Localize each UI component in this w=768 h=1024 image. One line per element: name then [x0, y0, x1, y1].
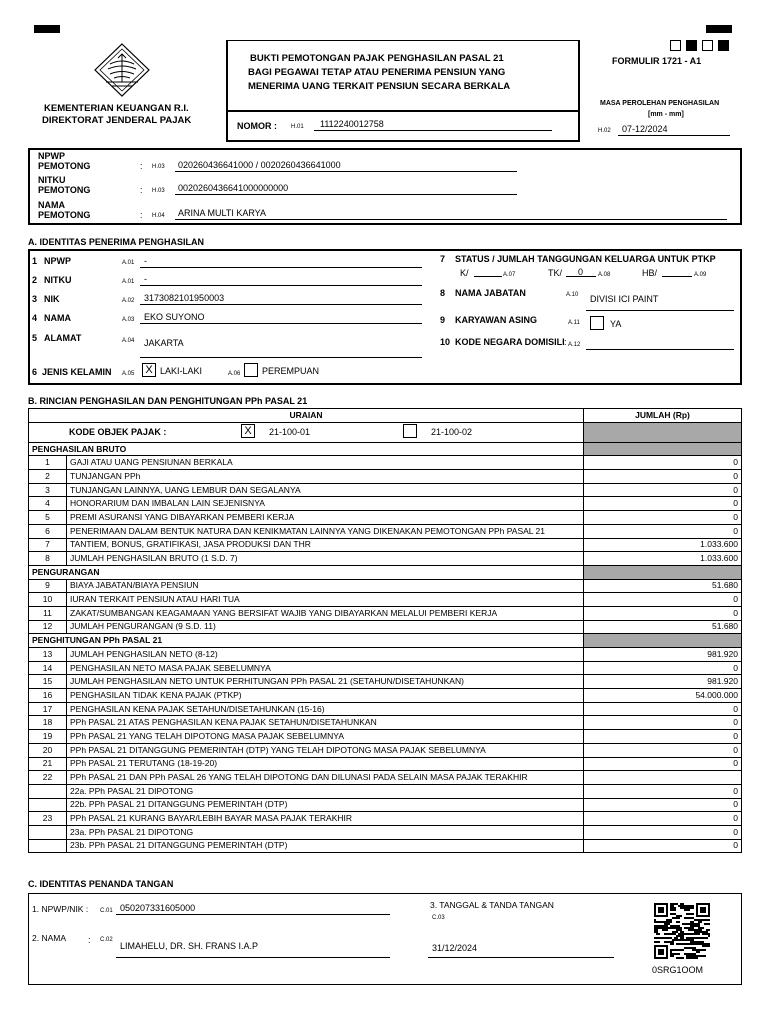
row-label: 23b. PPh PASAL 21 DITANGGUNG PEMERINTAH (DTP) — [67, 839, 584, 853]
table-row — [29, 524, 742, 538]
row-number: 4 — [29, 497, 67, 511]
row-value: 0 — [584, 470, 742, 484]
status-tk-value: 0 — [578, 267, 584, 277]
form-name: FORMULIR 1721 - A1 — [612, 56, 702, 66]
row-label: PENGHASILAN KENA PAJAK SETAHUN/DISETAHUNKAN (15-16) — [67, 702, 584, 716]
title-line-3: MENERIMA UANG TERKAIT PENSIUN SECARA BERKALA — [248, 81, 511, 92]
row-label: PREMI ASURANSI YANG DIBAYARKAN PEMBERI KERJA — [67, 511, 584, 525]
table-row — [29, 702, 742, 716]
kode-1-checkbox[interactable]: X — [241, 424, 255, 438]
row-value: 0 — [584, 839, 742, 853]
a-jabatan-label: NAMA JABATAN — [455, 288, 526, 298]
row-label: PPh PASAL 21 DITANGGUNG PEMERINTAH (DTP) YANG TELAH DIPOTONG MASA PAJAK SEBELUMNYA — [67, 743, 584, 757]
row-value: 51.680 — [584, 620, 742, 634]
section-a-title: A. IDENTITAS PENERIMA PENGHASILAN — [28, 237, 205, 247]
table-row — [29, 456, 742, 470]
a-nik-code: A.02 — [122, 298, 135, 304]
c-npwp-underline — [116, 914, 390, 915]
table-row — [29, 798, 742, 812]
masa-label: MASA PEROLEHAN PENGHASILAN — [600, 100, 720, 107]
c-tgl-code: C.03 — [432, 915, 445, 921]
table-row — [29, 716, 742, 730]
row-value: 0 — [584, 524, 742, 538]
a-nitku-no: 2 — [32, 275, 38, 285]
rincian-table — [28, 408, 742, 853]
penghitungan-section-header: PENGHITUNGAN PPh PASAL 21 — [29, 634, 584, 648]
row-label: PENGHASILAN NETO MASA PAJAK SEBELUMNYA — [67, 661, 584, 675]
directorate-name: DIREKTORAT JENDERAL PAJAK — [42, 115, 192, 126]
c-nama-label: 2. NAMA — [32, 933, 67, 943]
row-number — [29, 825, 67, 839]
row-value: 51.680 — [584, 579, 742, 593]
a-negara-label: KODE NEGARA DOMISILI — [455, 337, 565, 347]
nama-pemotong-underline — [175, 219, 727, 220]
title-line-2: BAGI PEGAWAI TETAP ATAU PENERIMA PENSIUN YANG — [248, 67, 506, 78]
table-row — [29, 648, 742, 662]
row-number: 17 — [29, 702, 67, 716]
c-npwp-code: C.01 — [100, 908, 113, 914]
colon: : — [564, 337, 567, 347]
table-row — [29, 784, 742, 798]
a-alamat-no: 5 — [32, 333, 38, 343]
corner-mark-left — [34, 25, 60, 33]
row-value: 0 — [584, 716, 742, 730]
row-label: TANTIEM, BONUS, GRATIFIKASI, JASA PRODUKSI DAN THR — [67, 538, 584, 552]
a-jk-code-f: A.06 — [228, 371, 241, 377]
nama-pemotong-value: ARINA MULTI KARYA — [178, 208, 267, 218]
a-jabatan-no: 8 — [440, 288, 446, 298]
a-nitku-label: NITKU — [44, 275, 72, 285]
a-npwp-underline — [140, 267, 422, 268]
row-value: 1.033.600 — [584, 538, 742, 552]
table-row — [29, 511, 742, 525]
row-label: PPh PASAL 21 YANG TELAH DIPOTONG MASA PAJAK SEBELUMNYA — [67, 730, 584, 744]
c-npwp-value: 050207331605000 — [120, 903, 196, 913]
row-number: 10 — [29, 593, 67, 607]
row-number: 19 — [29, 730, 67, 744]
table-row — [29, 538, 742, 552]
table-row — [29, 757, 742, 771]
row-value: 0 — [584, 812, 742, 826]
table-row — [29, 825, 742, 839]
corner-mark-right — [706, 25, 732, 33]
masa-value: 07-12/2024 — [622, 124, 668, 134]
row-number: 8 — [29, 552, 67, 566]
table-row — [29, 470, 742, 484]
row-value: 0 — [584, 593, 742, 607]
colon: : — [140, 210, 143, 220]
row-number: 16 — [29, 689, 67, 703]
row-value: 0 — [584, 730, 742, 744]
ministry-name: KEMENTERIAN KEUANGAN R.I. — [44, 103, 189, 114]
a-nama-no: 4 — [32, 313, 38, 323]
status-hb-code: A.09 — [694, 272, 707, 278]
masa-code: H.02 — [598, 128, 611, 134]
table-row — [29, 606, 742, 620]
header-top-line — [226, 40, 580, 41]
row-label: TUNJANGAN LAINNYA, UANG LEMBUR DAN SEGALANYA — [67, 483, 584, 497]
row-label: JUMLAH PENGHASILAN NETO (8-12) — [67, 648, 584, 662]
penghitungan-section-header-grey — [584, 634, 742, 648]
qr-code — [654, 903, 710, 959]
nomor-value: 1112240012758 — [320, 119, 384, 129]
a-nitku-underline — [140, 285, 422, 286]
bruto-section-header: PENGHASILAN BRUTO — [29, 442, 584, 456]
row-number — [29, 839, 67, 853]
bruto-section-header-grey — [584, 442, 742, 456]
row-number: 14 — [29, 661, 67, 675]
nitku-pemotong-label: NITKU — [38, 175, 66, 185]
row-label: GAJI ATAU UANG PENSIUNAN BERKALA — [67, 456, 584, 470]
row-label: PPh PASAL 21 DAN PPh PASAL 26 YANG TELAH DIPOTONG DAN DILUNASI PADA SELAIN MASA PAJAK TERAKHIR — [67, 771, 584, 785]
row-value: 0 — [584, 784, 742, 798]
c-nama-code: C.02 — [100, 937, 113, 943]
a-nama-underline — [140, 323, 422, 324]
row-label: JUMLAH PENGURANGAN (9 S.D. 11) — [67, 620, 584, 634]
npwp-pemotong-value: 020260436641000 / 0020260436641000 — [178, 160, 341, 170]
a-nik-underline — [140, 304, 422, 305]
row-label: 23a. PPh PASAL 21 DIPOTONG — [67, 825, 584, 839]
a-negara-underline — [586, 349, 734, 350]
row-number: 13 — [29, 648, 67, 662]
header-divider-left — [226, 40, 228, 142]
section-c-title: C. IDENTITAS PENANDA TANGAN — [28, 879, 174, 889]
row-label: PPh PASAL 21 TERUTANG (18-19-20) — [67, 757, 584, 771]
nama-pemotong-code: H.04 — [152, 213, 165, 219]
row-number: 5 — [29, 511, 67, 525]
nitku-pemotong-code: H.03 — [152, 188, 165, 194]
row-number: 12 — [29, 620, 67, 634]
row-number: 11 — [29, 606, 67, 620]
ministry-logo — [92, 42, 152, 98]
row-number: 15 — [29, 675, 67, 689]
male-label: LAKI-LAKI — [160, 366, 203, 376]
npwp-pemotong-underline — [175, 171, 517, 172]
row-label: PENERIMAAN DALAM BENTUK NATURA DAN KENIKMATAN LAINNYA YANG DIKENAKAN PEMOTONGAN PPh PASAL 21 — [67, 524, 584, 538]
a-npwp-code: A.01 — [122, 260, 135, 266]
c-tgl-value: 31/12/2024 — [432, 943, 478, 953]
table-row — [29, 497, 742, 511]
a-asing-no: 9 — [440, 315, 446, 325]
a-jk-code-m: A.05 — [122, 371, 135, 377]
row-value: 0 — [584, 661, 742, 675]
row-label: 22b. PPh PASAL 21 DITANGGUNG PEMERINTAH (DTP) — [67, 798, 584, 812]
status-tk-underline — [566, 276, 596, 277]
row-value: 0 — [584, 483, 742, 497]
a-nama-value: EKO SUYONO — [144, 312, 205, 322]
a-nitku-value: - — [144, 274, 147, 284]
a-alamat-underline — [140, 357, 422, 358]
c-tgl-label: 3. TANGGAL & TANDA TANGAN — [430, 900, 554, 910]
row-value: 1.033.600 — [584, 552, 742, 566]
row-label: PENGHASILAN TIDAK KENA PAJAK (PTKP) — [67, 689, 584, 703]
a-negara-code: A.12 — [568, 342, 581, 348]
row-value: 0 — [584, 757, 742, 771]
a-nitku-code: A.01 — [122, 279, 135, 285]
row-value: 981.920 — [584, 675, 742, 689]
table-row — [29, 552, 742, 566]
status-k-label: K/ — [460, 268, 469, 278]
section-b-title: B. RINCIAN PENGHASILAN DAN PENGHITUNGAN PPh PASAL 21 — [28, 396, 308, 406]
row-value: 981.920 — [584, 648, 742, 662]
npwp-pemotong-label: NPWP — [38, 151, 65, 161]
a-jk-label: JENIS KELAMIN — [42, 367, 112, 377]
a-npwp-value: - — [144, 256, 147, 266]
status-k-code: A.07 — [503, 272, 516, 278]
a-jabatan-code: A.10 — [566, 292, 579, 298]
table-row — [29, 839, 742, 853]
row-number: 2 — [29, 470, 67, 484]
nama-pemotong-label-2: PEMOTONG — [38, 210, 91, 220]
table-row — [29, 689, 742, 703]
colon: : — [140, 185, 143, 195]
a-npwp-label: NPWP — [44, 256, 71, 266]
a-alamat-code: A.04 — [122, 338, 135, 344]
pemotong-frame — [28, 148, 742, 225]
table-row — [29, 593, 742, 607]
a-nik-value: 3173082101950003 — [144, 293, 225, 303]
kode-objek-label: KODE OBJEK PAJAK : — [69, 426, 167, 437]
a-status-no: 7 — [440, 254, 446, 264]
table-row — [29, 620, 742, 634]
row-value: 0 — [584, 497, 742, 511]
kode-1-label: 21-100-01 — [269, 426, 311, 437]
row-number: 6 — [29, 524, 67, 538]
masa-format: [mm - mm] — [648, 111, 684, 118]
npwp-pemotong-code: H.03 — [152, 164, 165, 170]
table-row — [29, 812, 742, 826]
a-nik-no: 3 — [32, 294, 38, 304]
row-label: JUMLAH PENGHASILAN BRUTO (1 S.D. 7) — [67, 552, 584, 566]
row-number: 9 — [29, 579, 67, 593]
row-label: IURAN TERKAIT PENSIUN ATAU HARI TUA — [67, 593, 584, 607]
table-row — [29, 675, 742, 689]
row-number: 23 — [29, 812, 67, 826]
a-alamat-value: JAKARTA — [144, 338, 184, 348]
qr-text: 0SRG1OOM — [652, 965, 704, 975]
row-label: BIAYA JABATAN/BIAYA PENSIUN — [67, 579, 584, 593]
header-nomor-line — [226, 110, 580, 112]
header-divider-right — [578, 40, 580, 142]
a-npwp-no: 1 — [32, 256, 38, 266]
female-checkbox[interactable] — [244, 363, 258, 377]
table-row — [29, 483, 742, 497]
status-hb-label: HB/ — [642, 268, 658, 278]
row-label: TUNJANGAN PPh — [67, 470, 584, 484]
table-row — [29, 579, 742, 593]
status-k-underline — [474, 276, 502, 277]
row-label: PPh PASAL 21 KURANG BAYAR/LEBIH BAYAR MASA PAJAK TERAKHIR — [67, 812, 584, 826]
row-label: 22a. PPh PASAL 21 DIPOTONG — [67, 784, 584, 798]
status-hb-underline — [662, 276, 692, 277]
status-tk-label: TK/ — [548, 268, 563, 278]
nama-pemotong-label: NAMA — [38, 200, 65, 210]
row-value: 54.000.000 — [584, 689, 742, 703]
a-nama-code: A.03 — [122, 317, 135, 323]
col-uraian-header: URAIAN — [29, 409, 584, 423]
pengurangan-section-header-grey — [584, 565, 742, 579]
row-number: 3 — [29, 483, 67, 497]
header-bottom-line — [226, 140, 580, 142]
npwp-pemotong-label-2: PEMOTONG — [38, 161, 91, 171]
nitku-pemotong-underline — [175, 194, 517, 195]
nitku-pemotong-label-2: PEMOTONG — [38, 185, 91, 195]
row-number — [29, 798, 67, 812]
table-row — [29, 661, 742, 675]
colon: : — [88, 935, 91, 945]
row-value: 0 — [584, 606, 742, 620]
c-nama-value: LIMAHELU, DR. SH. FRANS I.A.P — [120, 941, 259, 951]
male-checkbox[interactable]: X — [142, 363, 156, 377]
row-value: 0 — [584, 456, 742, 470]
row-value: 0 — [584, 511, 742, 525]
row-number: 20 — [29, 743, 67, 757]
nomor-underline — [314, 130, 552, 131]
nomor-label: NOMOR : — [237, 121, 277, 131]
table-row — [29, 730, 742, 744]
row-number: 22 — [29, 771, 67, 785]
asing-ya-label: YA — [610, 319, 622, 329]
row-number: 1 — [29, 456, 67, 470]
row-number — [29, 784, 67, 798]
row-label: ZAKAT/SUMBANGAN KEAGAMAAN YANG BERSIFAT WAJIB YANG DIBAYARKAN MELALUI PEMBERI KERJA — [67, 606, 584, 620]
table-row — [29, 771, 742, 785]
a-nik-label: NIK — [44, 294, 60, 304]
a-negara-no: 10 — [440, 337, 451, 347]
kode-2-checkbox[interactable] — [403, 424, 417, 438]
c-npwp-label: 1. NPWP/NIK : — [32, 904, 89, 914]
nitku-pemotong-value: 0020260436641000000000 — [178, 183, 289, 193]
kode-2-label: 21-100-02 — [431, 426, 473, 437]
row-number: 18 — [29, 716, 67, 730]
pengurangan-section-header: PENGURANGAN — [29, 565, 584, 579]
table-row — [29, 743, 742, 757]
row-value: 0 — [584, 702, 742, 716]
a-jk-no: 6 — [32, 367, 38, 377]
a-alamat-label: ALAMAT — [44, 333, 82, 343]
row-value: 0 — [584, 743, 742, 757]
section-a-frame — [28, 249, 742, 385]
row-value: 0 — [584, 798, 742, 812]
a-asing-code: A.11 — [568, 320, 580, 326]
a-nama-label: NAMA — [44, 313, 71, 323]
row-label: HONORARIUM DAN IMBALAN LAIN SEJENISNYA — [67, 497, 584, 511]
masa-underline — [618, 135, 730, 136]
c-nama-underline — [116, 957, 390, 958]
row-number: 21 — [29, 757, 67, 771]
title-line-1: BUKTI PEMOTONGAN PAJAK PENGHASILAN PASAL 21 — [250, 53, 504, 64]
a-status-label: STATUS / JUMLAH TANGGUNGAN KELUARGA UNTUK PTKP — [455, 254, 716, 264]
kode-objek-grey — [584, 422, 742, 442]
a-jabatan-underline — [586, 310, 734, 311]
asing-checkbox[interactable] — [590, 316, 604, 330]
a-jabatan-value: DIVISI ICI PAINT — [590, 294, 659, 304]
row-label: JUMLAH PENGHASILAN NETO UNTUK PERHITUNGAN PPh PASAL 21 (SETAHUN/DISETAHUNKAN) — [67, 675, 584, 689]
kode-objek-row — [29, 422, 584, 442]
row-number: 7 — [29, 538, 67, 552]
row-value — [584, 771, 742, 785]
colon: : — [140, 161, 143, 171]
nomor-code: H.01 — [291, 124, 304, 130]
row-label: PPh PASAL 21 ATAS PENGHASILAN KENA PAJAK SETAHUN/DISETAHUNKAN — [67, 716, 584, 730]
col-jumlah-header: JUMLAH (Rp) — [584, 409, 742, 423]
c-tgl-underline — [428, 957, 614, 958]
status-tk-code: A.08 — [598, 272, 611, 278]
row-value: 0 — [584, 825, 742, 839]
a-asing-label: KARYAWAN ASING — [455, 315, 538, 325]
female-label: PEREMPUAN — [262, 366, 320, 376]
